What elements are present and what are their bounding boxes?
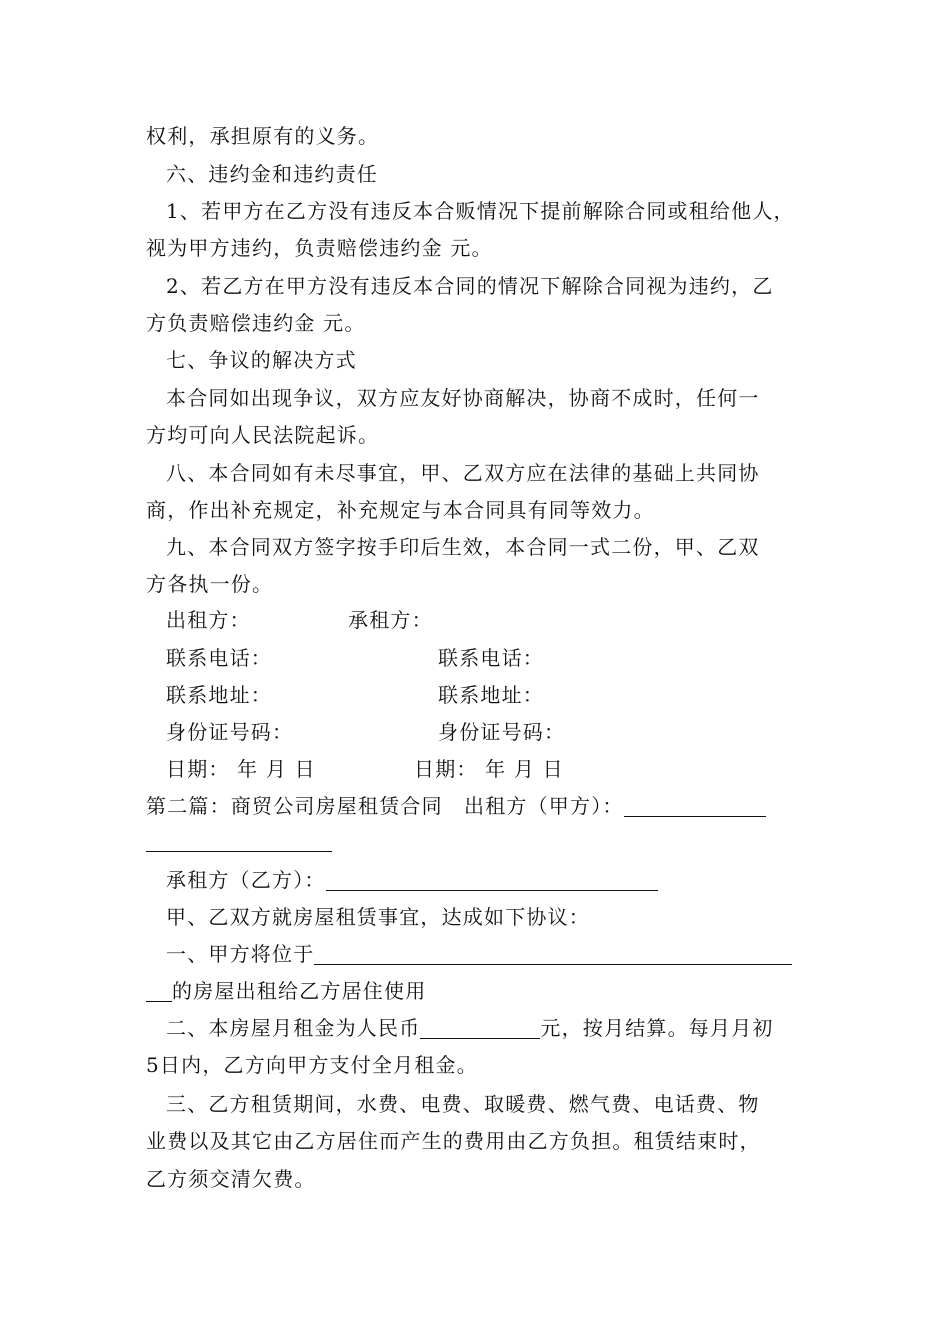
- paragraph-line: 业费以及其它由乙方居住而产生的费用由乙方负担。租赁结束时，: [146, 1129, 761, 1153]
- lessee-party-line: [166, 866, 658, 894]
- section-heading-9: 九、本合同双方签字按手印后生效，本合同一式二份，甲、乙双: [166, 535, 760, 559]
- clause-2-text-b: 元，按月结算。每月月初: [540, 1016, 774, 1040]
- section-heading-7: 七、争议的解决方式: [166, 348, 357, 372]
- clause-2-text: 二、本房屋月租金为人民币: [166, 1016, 421, 1040]
- lessee-party-label: 承租方（乙方）：: [166, 868, 326, 892]
- paragraph-line: 视为甲方违约，负责赔偿违约金 元。: [146, 236, 493, 260]
- paragraph-line: 甲、乙双方就房屋租赁事宜，达成如下协议：: [166, 905, 590, 929]
- paragraph-line: 1、若甲方在乙方没有违反本合贩情况下提前解除合同或租给他人，: [166, 199, 795, 223]
- paragraph-line: 5日内，乙方向甲方支付全月租金。: [146, 1053, 478, 1077]
- lessor-phone-label: 联系电话：: [166, 646, 272, 670]
- paragraph-line: 方均可向人民法院起诉。: [146, 423, 380, 447]
- lessee-phone-label: 联系电话：: [438, 646, 544, 670]
- lessee-date-label: 日期： 年 月 日: [414, 757, 564, 781]
- paragraph-line: 方各执一份。: [146, 572, 274, 596]
- lessee-id-label: 身份证号码：: [438, 720, 566, 744]
- clause-2-line: [166, 1014, 774, 1042]
- lessor-date-label: 日期： 年 月 日: [166, 757, 316, 781]
- paragraph-line: 乙方须交清欠费。: [146, 1167, 316, 1191]
- clause-1-line: [166, 940, 792, 968]
- second-contract-title: 第二篇：商贸公司房屋租赁合同 出租方（甲方）：: [146, 794, 624, 818]
- section-heading-6: 六、违约金和违约责任: [166, 162, 378, 186]
- lessor-name-blank-cont: [146, 829, 332, 852]
- lessee-signature-label: 承租方：: [348, 608, 433, 632]
- second-contract-title-line: [146, 792, 766, 820]
- paragraph-line: 权利，承担原有的义务。: [146, 124, 380, 148]
- lessor-id-label: 身份证号码：: [166, 720, 294, 744]
- lessor-name-blank: [624, 794, 766, 817]
- blank-line: [146, 827, 332, 855]
- clause-3-line: 三、乙方租赁期间，水费、电费、取暖费、燃气费、电话费、物: [166, 1092, 760, 1116]
- rent-amount-blank: [420, 1016, 540, 1039]
- clause-1-cont: [146, 977, 426, 1005]
- paragraph-line: 2、若乙方在甲方没有违反本合同的情况下解除合同视为违约，乙: [166, 274, 774, 298]
- lessee-name-blank: [326, 868, 658, 891]
- property-location-blank: [314, 942, 792, 965]
- lessee-address-label: 联系地址：: [438, 683, 544, 707]
- paragraph-line: 本合同如出现争议，双方应友好协商解决，协商不成时，任何一: [166, 386, 760, 410]
- section-heading-8: 八、本合同如有未尽事宜，甲、乙双方应在法律的基础上共同协: [166, 461, 760, 485]
- paragraph-line: 方负责赔偿违约金 元。: [146, 311, 366, 335]
- clause-1-text-cont: 的房屋出租给乙方居住使用: [172, 979, 427, 1003]
- property-location-blank-cont: [146, 979, 172, 1002]
- lessor-signature-label: 出租方：: [166, 608, 251, 632]
- lessor-address-label: 联系地址：: [166, 683, 272, 707]
- clause-1-text: 一、甲方将位于: [166, 942, 315, 966]
- paragraph-line: 商，作出补充规定，补充规定与本合同具有同等效力。: [146, 498, 655, 522]
